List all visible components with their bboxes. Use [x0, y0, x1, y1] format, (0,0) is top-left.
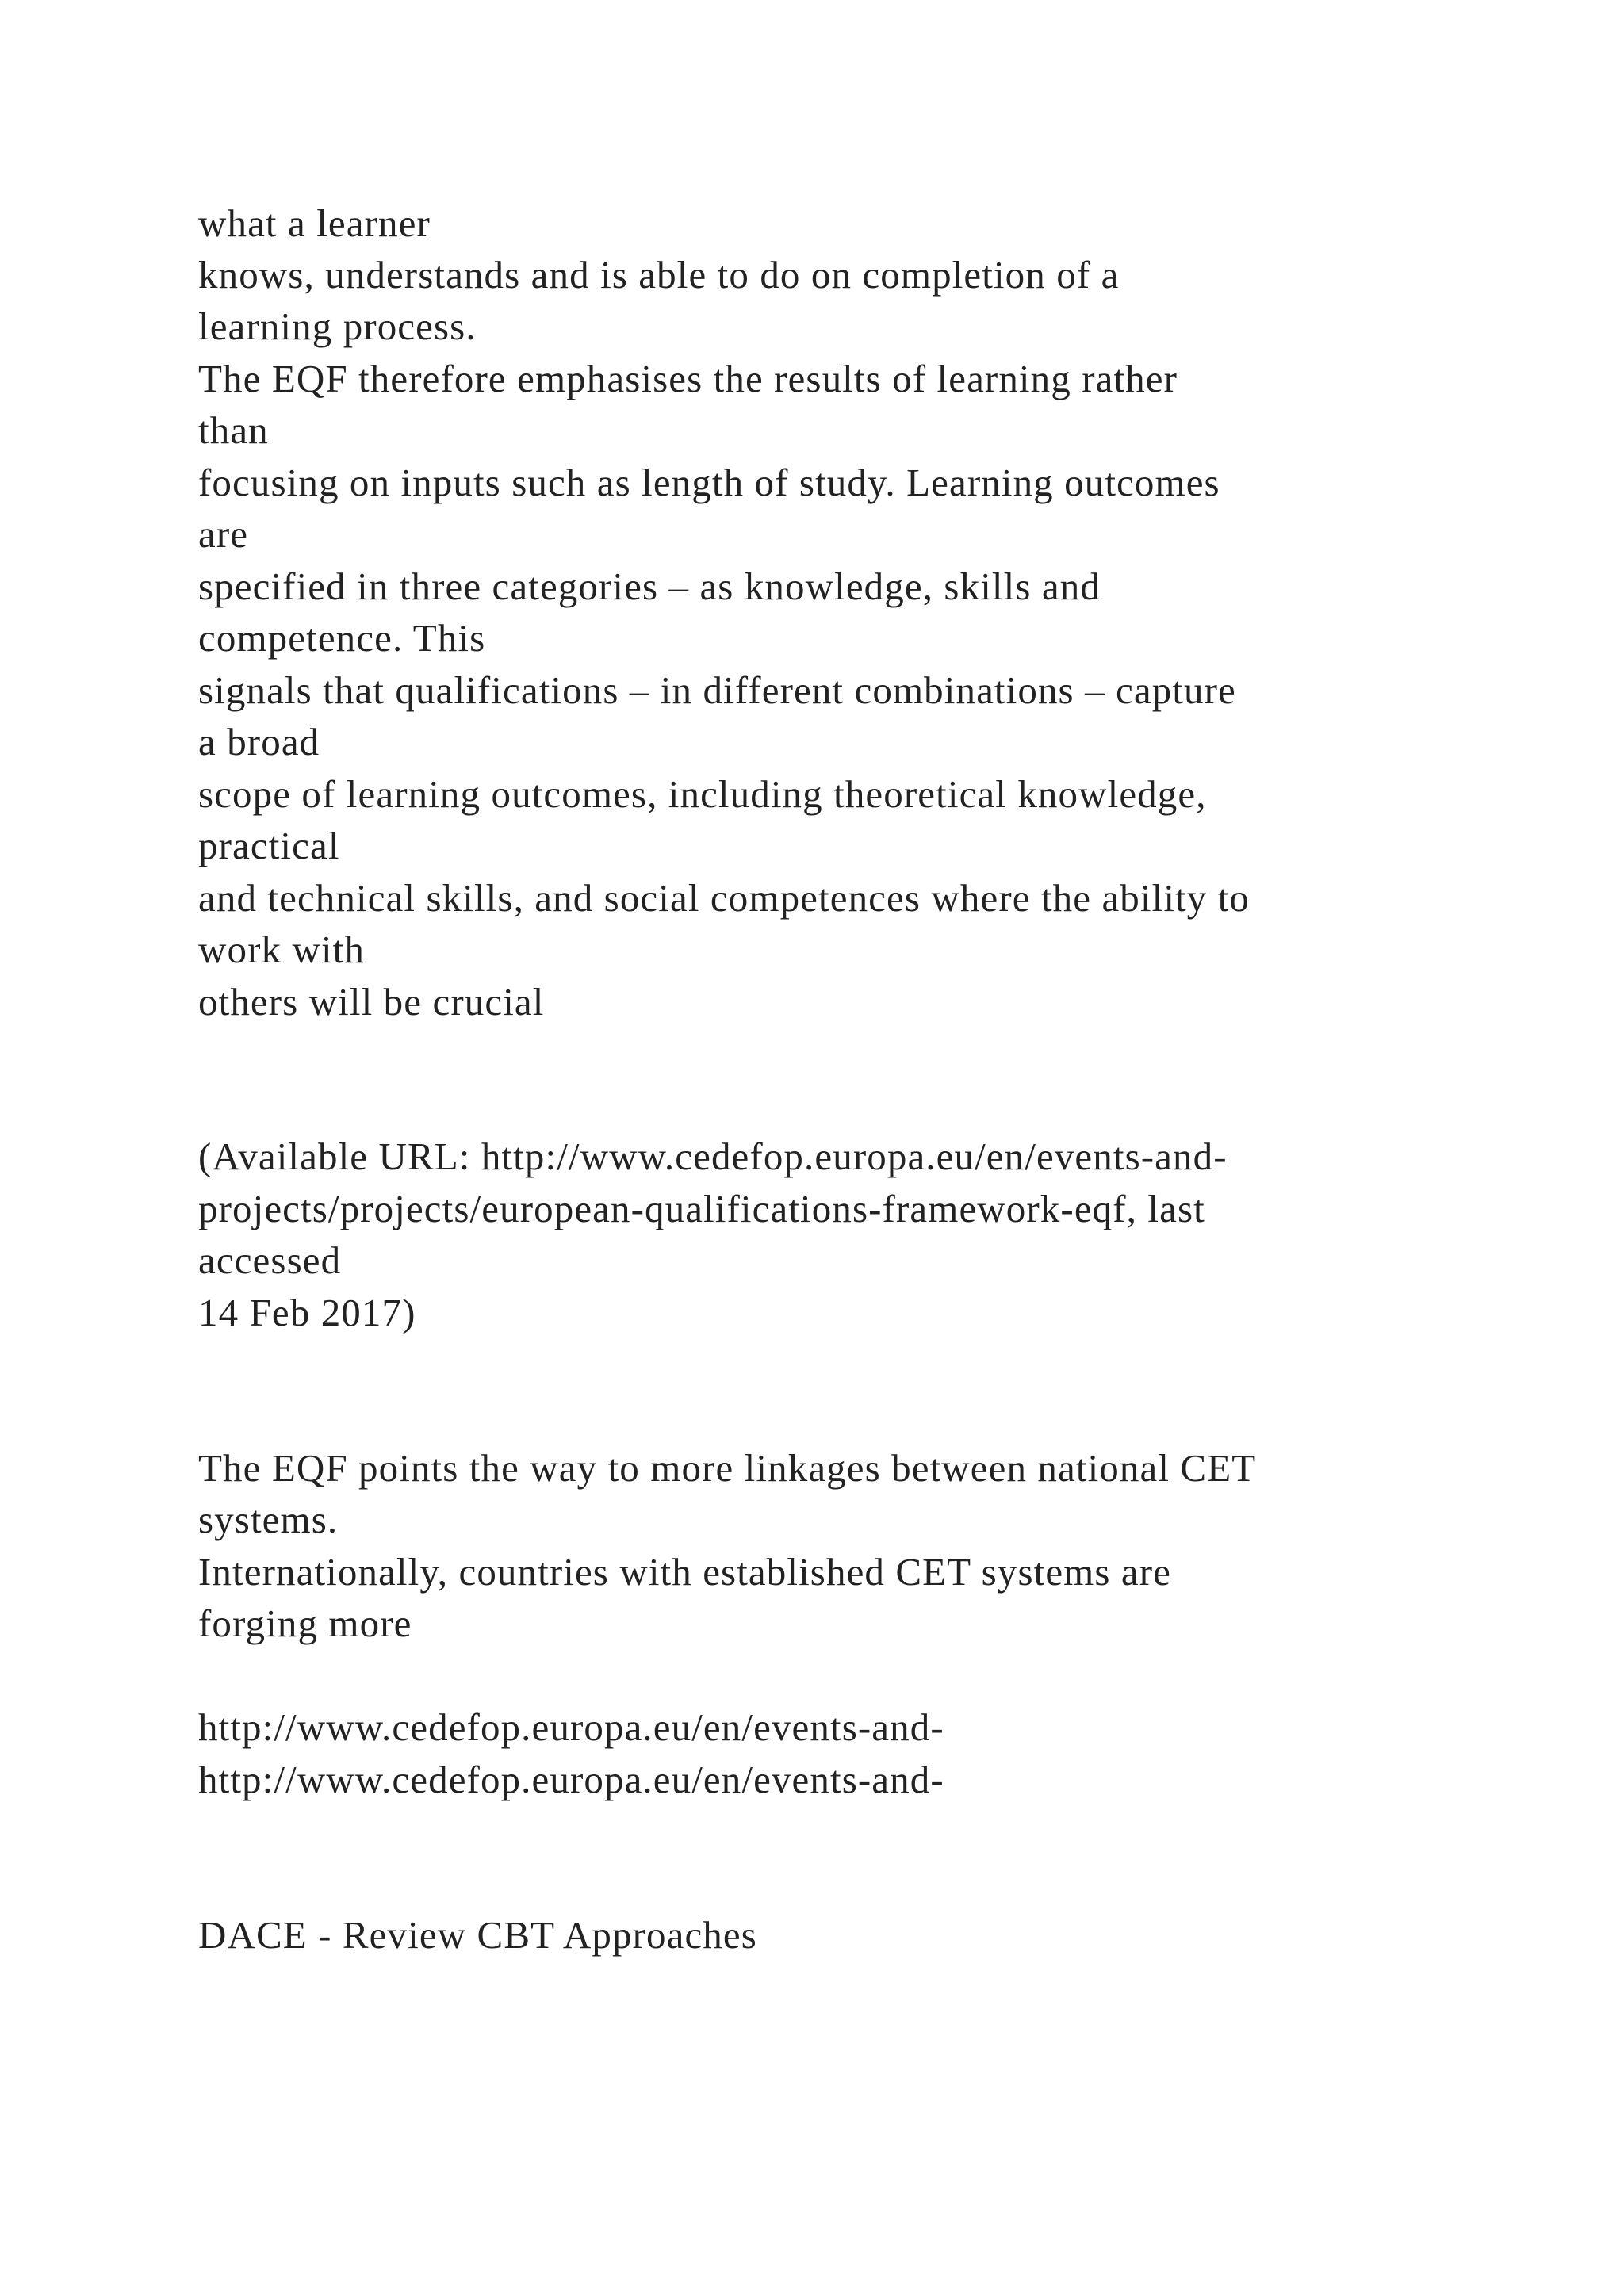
text-line: and technical skills, and social competences where the ability to [198, 876, 1251, 920]
text-line: specified in three categories – as knowledge, skills and [198, 564, 1101, 608]
text-line: others will be crucial [198, 980, 545, 1024]
text-line: are [198, 512, 249, 556]
text-line: focusing on inputs such as length of study. Learning outcomes [198, 461, 1220, 504]
url-text-line: http://www.cedefop.europa.eu/en/events-and- [198, 1705, 944, 1749]
text-line: The EQF points the way to more linkages between national CET [198, 1446, 1257, 1490]
text-line: work with [198, 928, 365, 971]
url-text-line: http://www.cedefop.europa.eu/en/events-and- [198, 1758, 944, 1801]
text-line: learning process. [198, 304, 477, 348]
text-line: (Available URL: http://www.cedefop.europa.eu/en/events-and- [198, 1135, 1228, 1178]
text-line: The EQF therefore emphasises the results of learning rather [198, 357, 1178, 400]
document-footer-title: DACE - Review CBT Approaches [198, 1913, 757, 1957]
text-line: than [198, 408, 269, 452]
text-line: 14 Feb 2017) [198, 1291, 416, 1334]
text-line: systems. [198, 1498, 339, 1541]
text-line: Internationally, countries with established CET systems are [198, 1550, 1172, 1594]
text-line: competence. This [198, 616, 486, 660]
text-line: signals that qualifications – in different combinations – capture [198, 668, 1236, 712]
text-line: what a learner [198, 201, 431, 245]
text-line: scope of learning outcomes, including theoretical knowledge, [198, 772, 1207, 816]
text-line: accessed [198, 1238, 342, 1282]
text-line: knows, understands and is able to do on completion of a [198, 253, 1120, 297]
text-line: a broad [198, 720, 320, 763]
text-line: practical [198, 824, 340, 867]
text-line: forging more [198, 1601, 412, 1645]
text-line: projects/projects/european-qualifications-framework-eqf, last [198, 1187, 1205, 1230]
